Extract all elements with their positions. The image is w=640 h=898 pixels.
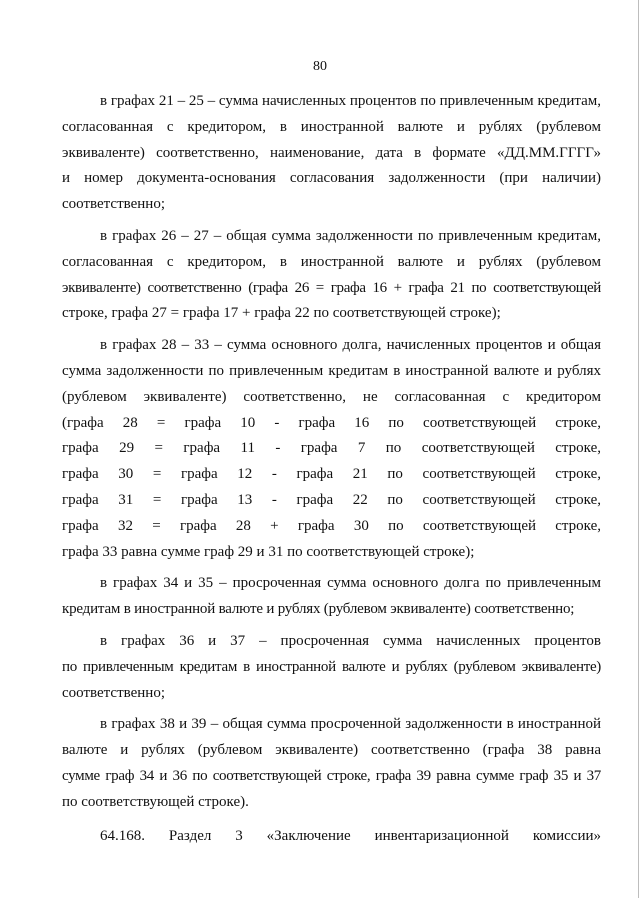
text-line: в графах 26 – 27 – общая сумма задолженности по привлеченным кредитам,	[100, 227, 601, 244]
text-line: графа 32 = графа 28 + графа 30 по соответствующей строке,	[62, 517, 601, 534]
text-line: валюте и рублях (рублевом эквиваленте) соответственно (графа 38 равна	[62, 742, 601, 759]
page-number: 80	[313, 59, 327, 74]
paragraph-columns-28-33	[62, 333, 601, 565]
text-line: по соответствующей строке).	[62, 793, 249, 810]
text-line: по привлеченным кредитам в иностранной валюте и рублях (рублевом эквиваленте)	[62, 658, 601, 675]
text-line: согласованная с кредитором, в иностранной валюте и рублях (рублевом	[62, 253, 601, 270]
text-line: графа 30 = графа 12 - графа 21 по соответствующей строке,	[62, 466, 601, 483]
text-line: и номер документа-основания согласования задолженности (при наличии)	[62, 170, 601, 187]
text-line: (графа 28 = графа 10 - графа 16 по соответствующей строке,	[62, 414, 601, 431]
text-line: строке, графа 27 = графа 17 + графа 22 по соответствующей строке);	[62, 305, 501, 322]
paragraph-columns-21-25	[62, 89, 601, 218]
text-line: соответственно;	[62, 196, 165, 213]
text-line: эквиваленте) соответственно, наименование, дата в формате «ДД.ММ.ГГГГ»	[62, 144, 601, 161]
section-heading-64-168	[62, 824, 601, 850]
text-line: графа 33 равна сумме граф 29 и 31 по соответствующей строке);	[62, 543, 475, 560]
text-line: графа 29 = графа 11 - графа 7 по соответствующей строке,	[62, 440, 601, 457]
text-line: в графах 21 – 25 – сумма начисленных процентов по привлеченным кредитам,	[100, 93, 601, 109]
text-line: в графах 38 и 39 – общая сумма просроченной задолженности в иностранной	[100, 716, 601, 733]
text-line: в графах 34 и 35 – просроченная сумма основного долга по привлеченным	[100, 575, 601, 592]
text-line: графа 31 = графа 13 - графа 22 по соответствующей строке,	[62, 491, 601, 508]
paragraph-columns-38-39	[62, 712, 601, 815]
body-text	[62, 89, 601, 855]
text-line: сумме граф 34 и 36 по соответствующей строке, графа 39 равна сумме граф 35 и 37	[62, 767, 601, 784]
paragraph-columns-36-37	[62, 629, 601, 706]
text-line: в графах 28 – 33 – сумма основного долга, начисленных процентов и общая	[100, 337, 601, 354]
text-line: сумма задолженности по привлеченным кредитам в иностранной валюте и рублях	[62, 362, 601, 379]
text-line: кредитам в иностранной валюте и рублях (рублевом эквиваленте) соответственно;	[62, 601, 575, 618]
page-edge-line	[638, 0, 639, 898]
paragraph-columns-34-35	[62, 571, 601, 623]
text-line: эквиваленте) соответственно (графа 26 = графа 16 + графа 21 по соответствующей	[62, 279, 601, 296]
text-line: в графах 36 и 37 – просроченная сумма начисленных процентов	[100, 632, 601, 649]
text-line: 64.168. Раздел 3 «Заключение инвентаризационной комиссии»	[100, 827, 601, 844]
text-line: согласованная с кредитором, в иностранной валюте и рублях (рублевом	[62, 118, 601, 135]
text-line: (рублевом эквиваленте) соответственно, не согласованная с кредитором	[62, 388, 601, 405]
paragraph-columns-26-27	[62, 224, 601, 327]
text-line: соответственно;	[62, 684, 165, 701]
